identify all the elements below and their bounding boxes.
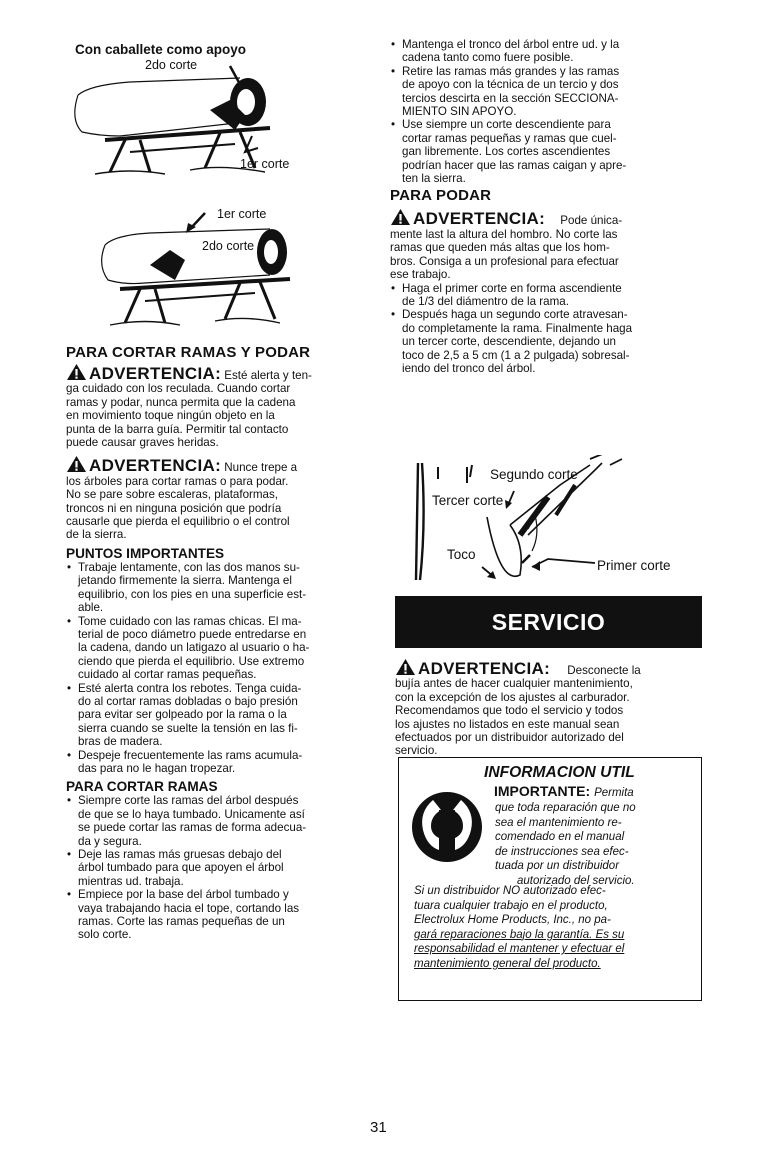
list-item: • Deje las ramas más gruesas debajo del árbol tumbado para que apoyen el árbol mientras ud. trabaja. (66, 848, 372, 888)
warning-text-line: Pode única- (560, 214, 623, 228)
warning-label: ADVERTENCIA: (89, 456, 222, 476)
warning-shoulder-height (390, 208, 702, 281)
warning-text-line: bujía antes de hacer cualquier mantenimiento, (395, 677, 633, 691)
warning-text-line: bros. Consiga a un profesional para efectuar (390, 254, 619, 268)
warning-climbing (66, 455, 372, 541)
list-item: • Despeje frecuentemente las rams acumula- das para no le hagan tropezar. (66, 749, 372, 776)
important-points-list (66, 561, 372, 776)
list-item: • Esté alerta contra los rebotes. Tenga cuida- do al cortar ramas dobladas o bajo presión para evitar ser golpeado por la rama o la sierra cuando se suelte la tensión en las fi- bras de madera. (66, 682, 372, 749)
section-title-important-points: PUNTOS IMPORTANTES (66, 545, 225, 561)
wrench-service-icon (411, 790, 483, 864)
warning-label: ADVERTENCIA: (418, 659, 551, 678)
list-item: • Tome cuidado con las ramas chicas. El ma- terial de poco diámetro puede entredarse en la cadena, dando un latigazo al usuario o ha- ciendo que pierda el equilibrio. Use extremo cuidado al cortar ramas pequeñas. (66, 615, 372, 682)
limbing-tips-list (390, 38, 702, 185)
label-first-cut-pruning: Primer corte (597, 558, 671, 573)
warning-text-line: Esté alerta y ten- (224, 369, 312, 382)
label-second-cut: 2do corte (145, 58, 198, 72)
warning-text-line: con la excepción de los ajustes al carburador. (395, 690, 630, 704)
warning-text-line: efectuados por un distribuidor autorizado del (395, 731, 624, 745)
list-item: • Haga el primer corte en forma ascendiente de 1/3 del diámentro de la rama. (390, 282, 702, 309)
figure-heading: Con caballete como apoyo (75, 42, 247, 57)
label-second-cut-2: 2do corte (202, 239, 255, 253)
useful-info-box (398, 757, 702, 1001)
warning-text-line: troncos ni en ninguna posición que podría (66, 501, 282, 515)
label-third-cut: Tercer corte (432, 493, 504, 508)
warning-text-line: causarle que pierda el equilibrio o el control (66, 515, 290, 529)
warning-text-line: de la sierra. (66, 528, 127, 542)
warning-text-line: los ajustes no listados en este manual sean (395, 717, 620, 731)
info-important-label: IMPORTANTE: Permita (494, 783, 634, 799)
warning-text-line: ramas que queden más altas que los hom- (390, 241, 610, 255)
warning-text-line: en movimiento toque ningún objeto en la (66, 409, 275, 423)
warning-text-line: los árboles para cortar ramas o para podar. (66, 474, 289, 488)
warning-text-line: puede causar graves heridas. (66, 436, 219, 450)
list-item: • Empiece por la base del árbol tumbado y vaya trabajando hacia el tope, cortando las ramas. Corte las ramas pequeñas de un solo corte. (66, 888, 372, 942)
info-box-title: INFORMACION UTIL (484, 764, 635, 781)
list-item: • Después haga un segundo corte atravesan- do completamente la rama. Finalmente haga un tercer corte, descendiente, dejando un toco de 2,5 a 5 cm (1 a 2 pulgada) sobresal- iendo del tronco del árbol. (390, 308, 702, 375)
warning-text-line: ese trabajo. (390, 268, 451, 282)
figure-pruning-cuts (410, 455, 700, 590)
warning-text-line: Recomendamos que todo el servicio y todos (395, 704, 624, 718)
warning-text-line: ga cuidado con los reculada. Cuando cortar (66, 382, 291, 396)
list-item: • Use siempre un corte descendiente para cortar ramas pequeñas y ramas que cuel- gan libremente. Los cortes ascendientes podrían hacer que las ramas caigan y apre- ten la sierra. (390, 118, 702, 185)
warning-spark-plug (395, 658, 702, 758)
info-warranty-text: Si un distribuidor NO autorizado efec- tuara cualquier trabajo en el producto, Electrolux Home Products, Inc., no pa- gará reparaciones bajo la garantía. Es su responsabilidad el mantener y efectuar el mantenimiento general del producto. (414, 885, 625, 970)
warning-text-line: No se pare sobre escaleras, plataformas, (66, 488, 279, 502)
service-warning-block (395, 658, 702, 758)
left-column (66, 340, 372, 942)
warning-text-line: punta de la barra guía. Permitir tal contacto (66, 422, 289, 436)
figure-sawhorse-2 (100, 205, 380, 335)
pruning-steps-list (390, 282, 702, 376)
warning-label: ADVERTENCIA: (89, 364, 222, 383)
warning-text-line: servicio. (395, 744, 438, 758)
cutting-branches-list (66, 794, 372, 941)
label-first-cut: 1er corte (240, 157, 290, 171)
warning-text-line: Desconecte la (567, 664, 641, 677)
service-section-header: SERVICIO (395, 596, 702, 648)
section-title-pruning: PARA PODAR (390, 187, 492, 205)
warning-triangle-icon (66, 455, 87, 473)
label-stub: Toco (447, 547, 476, 562)
list-item: • Retire las ramas más grandes y las ramas de apoyo con la técnica de un tercio y dos tercios descirta en la sección SECCIONA- MIENTO SIN APOYO. (390, 65, 702, 119)
section-title-cutting-pruning: PARA CORTAR RAMAS Y PODAR (66, 344, 311, 361)
warning-text-line: Nunce trepe a (224, 461, 298, 475)
info-side-text: que toda reparación que no sea el mantenimiento re- comendado en el manual de instrucciones sea efec- tuada por un distribuidor autorizado del servicio. (495, 802, 636, 887)
list-item: • Siempre corte las ramas del árbol después de que se lo haya tumbado. Unicamente así se puede cortar las ramas de forma adecua- da y segura. (66, 794, 372, 848)
warning-kickback (66, 363, 372, 449)
right-column (390, 38, 702, 375)
warning-label: ADVERTENCIA: (413, 209, 546, 229)
label-first-cut-2: 1er corte (217, 207, 267, 221)
warning-text-line: mente last la altura del hombro. No corte las (390, 227, 618, 241)
label-second-cut-pruning: Segundo corte (490, 467, 578, 482)
log-sawhorse-illustration (70, 40, 370, 190)
warning-triangle-icon (390, 208, 411, 226)
list-item: • Mantenga el tronco del árbol entre ud. y la cadena tanto como fuere posible. (390, 38, 702, 65)
figure-sawhorse-1 (70, 40, 370, 190)
warning-triangle-icon (395, 658, 416, 676)
log-sawhorse-illustration-2 (100, 205, 380, 335)
list-item: • Trabaje lentamente, con las dos manos su- jetando firmemente la sierra. Mantenga el equilibrio, con los pies en una superficie est- able. (66, 561, 372, 615)
section-title-cutting-branches: PARA CORTAR RAMAS (66, 779, 218, 795)
page-number: 31 (370, 1119, 387, 1136)
warning-triangle-icon (66, 363, 87, 381)
warning-text-line: ramas y podar, nunca permita que la cadena (66, 395, 296, 409)
